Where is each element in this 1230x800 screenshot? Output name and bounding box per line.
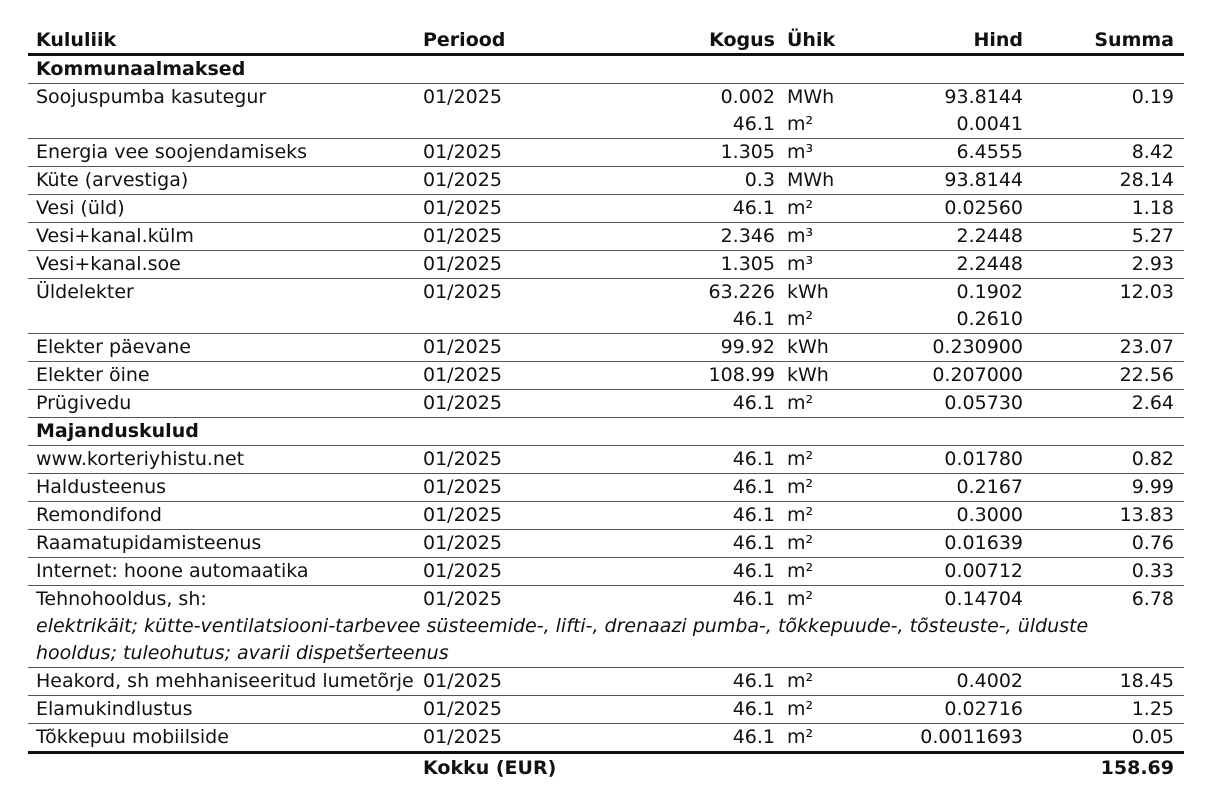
section-title: Majanduskulud — [28, 418, 1184, 446]
cell-period: 01/2025 — [423, 558, 538, 586]
cell-price: 0.01639 — [861, 530, 1041, 558]
cell-item: Internet: hoone automaatika — [28, 558, 423, 586]
cell-qty: 46.1 — [538, 696, 781, 724]
cell-sum: 6.78 — [1131, 588, 1174, 610]
cell-period: 01/2025 — [423, 251, 538, 279]
cell-item: Prügivedu — [28, 390, 423, 418]
table-row — [28, 586, 1184, 614]
cell-item: Soojuspumba kasutegur — [36, 86, 267, 108]
cell-sum: 0.82 — [1041, 446, 1184, 474]
cell-price: 0.3000 — [861, 502, 1041, 530]
cell-item: Küte (arvestiga) — [28, 167, 423, 195]
table-row — [28, 362, 1184, 390]
cell-item: Tehnohooldus, sh: — [36, 588, 207, 610]
cell-period: 01/2025 — [423, 588, 502, 610]
cell-unit: m² — [781, 111, 861, 139]
cell-sum: 1.25 — [1041, 696, 1184, 724]
cell-period: 01/2025 — [423, 446, 538, 474]
cell-price: 6.4555 — [861, 139, 1041, 167]
cell-qty: 1.305 — [538, 139, 781, 167]
cell-unit: m² — [781, 530, 861, 558]
section-header — [28, 55, 1184, 84]
table-row — [28, 558, 1184, 586]
table-row — [28, 724, 1184, 753]
cell-unit: m² — [781, 195, 861, 223]
table-row — [28, 668, 1184, 696]
cell-period: 01/2025 — [423, 139, 538, 167]
cell-qty: 46.1 — [538, 195, 781, 223]
total-row — [28, 753, 1184, 783]
header-item: Kululiik — [28, 27, 423, 55]
header-row — [28, 27, 1184, 55]
table-row — [28, 530, 1184, 558]
cell-price: 0.00712 — [861, 558, 1041, 586]
header-period: Periood — [423, 27, 538, 55]
cell-unit: m² — [781, 306, 861, 334]
cell-qty: 0.3 — [538, 167, 781, 195]
cell-unit: m² — [781, 558, 861, 586]
cell-item: Tõkkepuu mobiilside — [28, 724, 423, 753]
cell-sum: 0.19 — [1131, 86, 1174, 108]
cell-item: Raamatupidamisteenus — [28, 530, 423, 558]
cell-price: 0.02716 — [861, 696, 1041, 724]
cell-price: 0.14704 — [944, 588, 1023, 610]
cell-qty: 46.1 — [538, 502, 781, 530]
cell-price: 0.2167 — [861, 474, 1041, 502]
cell-sum: 8.42 — [1041, 139, 1184, 167]
cell-price: 0.02560 — [861, 195, 1041, 223]
cell-item: Elekter öine — [28, 362, 423, 390]
cell-qty: 46.1 — [538, 446, 781, 474]
table-row — [28, 446, 1184, 474]
cell-item: Elekter päevane — [28, 334, 423, 362]
table-row — [28, 195, 1184, 223]
cell-sum: 18.45 — [1041, 668, 1184, 696]
cell-period: 01/2025 — [423, 362, 538, 390]
table-row — [28, 334, 1184, 362]
cell-period: 01/2025 — [423, 530, 538, 558]
cell-qty: 46.1 — [732, 588, 775, 610]
cell-price: 2.2448 — [861, 251, 1041, 279]
cell-sum: 2.93 — [1041, 251, 1184, 279]
cell-period: 01/2025 — [423, 223, 538, 251]
cell-qty: 46.1 — [538, 306, 781, 334]
total-label: Kokku (EUR) — [423, 753, 781, 783]
cell-sum: 22.56 — [1041, 362, 1184, 390]
cell-price: 0.05730 — [861, 390, 1041, 418]
cell-qty: 63.226 — [708, 281, 775, 303]
table-body — [28, 55, 1184, 753]
cell-qty: 108.99 — [538, 362, 781, 390]
cell-price: 2.2448 — [861, 223, 1041, 251]
table-row — [28, 251, 1184, 279]
cell-sum: 0.76 — [1041, 530, 1184, 558]
cell-sum: 12.03 — [1119, 281, 1174, 303]
cell-item: www.korteriyhistu.net — [28, 446, 423, 474]
section-header — [28, 418, 1184, 446]
table-row — [28, 167, 1184, 195]
cell-qty: 99.92 — [538, 334, 781, 362]
cell-item — [28, 306, 423, 334]
cost-table — [28, 27, 1184, 782]
cell-qty: 46.1 — [538, 474, 781, 502]
cell-sum: 5.27 — [1041, 223, 1184, 251]
cell-period: 01/2025 — [423, 390, 538, 418]
cell-period: 01/2025 — [423, 86, 502, 108]
cell-item: Elamukindlustus — [28, 696, 423, 724]
cell-qty: 46.1 — [538, 558, 781, 586]
cell-price: 93.8144 — [944, 86, 1023, 108]
cell-qty: 46.1 — [538, 111, 781, 139]
cell-qty: 0.002 — [720, 86, 775, 108]
cell-unit: kWh — [781, 334, 861, 362]
cell-item: Vesi (üld) — [28, 195, 423, 223]
table-row — [28, 390, 1184, 418]
table-row — [28, 696, 1184, 724]
cell-unit: m³ — [781, 251, 861, 279]
header-qty: Kogus — [538, 27, 781, 55]
table-row — [28, 223, 1184, 251]
cell-period: 01/2025 — [423, 724, 538, 753]
cell-period — [423, 306, 538, 334]
cell-sum: 23.07 — [1041, 334, 1184, 362]
table-row — [28, 139, 1184, 167]
cell-price: 0.1902 — [956, 281, 1023, 303]
cell-sum — [1041, 306, 1184, 334]
cell-period: 01/2025 — [423, 668, 538, 696]
cell-item: Vesi+kanal.soe — [28, 251, 423, 279]
cell-unit: m³ — [781, 223, 861, 251]
cell-unit: kWh — [787, 281, 829, 303]
cell-price: 93.8144 — [861, 167, 1041, 195]
cell-price: 0.2610 — [861, 306, 1041, 334]
cell-qty: 2.346 — [538, 223, 781, 251]
cell-unit: m² — [781, 668, 861, 696]
cell-period: 01/2025 — [423, 195, 538, 223]
cell-qty: 46.1 — [538, 668, 781, 696]
cell-period: 01/2025 — [423, 334, 538, 362]
cell-price: 0.4002 — [861, 668, 1041, 696]
cell-qty: 1.305 — [538, 251, 781, 279]
table-row — [28, 84, 1184, 112]
cell-price: 0.230900 — [861, 334, 1041, 362]
cell-sum: 0.05 — [1041, 724, 1184, 753]
cell-item: Haldusteenus — [28, 474, 423, 502]
table-row — [28, 474, 1184, 502]
table-row — [28, 502, 1184, 530]
cell-sum: 13.83 — [1041, 502, 1184, 530]
table-row — [28, 111, 1184, 139]
cell-qty: 46.1 — [538, 390, 781, 418]
cell-unit: kWh — [781, 362, 861, 390]
cell-period: 01/2025 — [423, 167, 538, 195]
cell-sum: 0.33 — [1041, 558, 1184, 586]
cell-price: 0.01780 — [861, 446, 1041, 474]
cell-price: 0.0041 — [861, 111, 1041, 139]
header-unit: Ühik — [781, 27, 861, 55]
cell-sum — [1041, 111, 1184, 139]
cell-unit: m² — [781, 724, 861, 753]
cell-price: 0.207000 — [861, 362, 1041, 390]
cell-item: Vesi+kanal.külm — [28, 223, 423, 251]
cell-period: 01/2025 — [423, 696, 538, 724]
total-value: 158.69 — [1041, 753, 1184, 783]
table-row — [28, 306, 1184, 334]
cell-unit: MWh — [787, 86, 835, 108]
cell-item: Heakord, sh mehhaniseeritud lumetõrje — [28, 668, 423, 696]
cell-sum: 28.14 — [1041, 167, 1184, 195]
cell-unit: m² — [781, 390, 861, 418]
cell-period: 01/2025 — [423, 502, 538, 530]
cell-item: Üldelekter — [36, 281, 134, 303]
cell-item: Remondifond — [28, 502, 423, 530]
cell-period: 01/2025 — [423, 474, 538, 502]
section-title: Kommunaalmaksed — [28, 55, 1184, 84]
cell-unit: m² — [781, 696, 861, 724]
total-spacer — [28, 753, 423, 783]
cell-item — [28, 111, 423, 139]
cell-unit: m² — [787, 588, 814, 610]
cell-unit: m² — [781, 502, 861, 530]
cell-qty: 46.1 — [538, 724, 781, 753]
cell-sum: 1.18 — [1041, 195, 1184, 223]
cell-price: 0.0011693 — [861, 724, 1041, 753]
cell-period — [423, 111, 538, 139]
row-note-text: elektrikäit; kütte-ventilatsiooni-tarbevee süsteemide-, lifti-, drenaazi pumba-, tõkkepuude-, tõsteuste-, ülduste hooldus; tuleohutus; avarii dispetšerteenus — [28, 613, 1184, 668]
cell-unit: MWh — [781, 167, 861, 195]
cell-unit: m² — [781, 446, 861, 474]
cell-unit: m² — [781, 474, 861, 502]
cell-period: 01/2025 — [423, 281, 502, 303]
cell-item: Energia vee soojendamiseks — [28, 139, 423, 167]
cell-sum: 9.99 — [1041, 474, 1184, 502]
header-price: Hind — [861, 27, 1041, 55]
table-row — [28, 279, 1184, 307]
cell-qty: 46.1 — [538, 530, 781, 558]
row-note — [28, 613, 1184, 668]
header-sum: Summa — [1041, 27, 1184, 55]
cell-unit: m³ — [781, 139, 861, 167]
cell-sum: 2.64 — [1041, 390, 1184, 418]
